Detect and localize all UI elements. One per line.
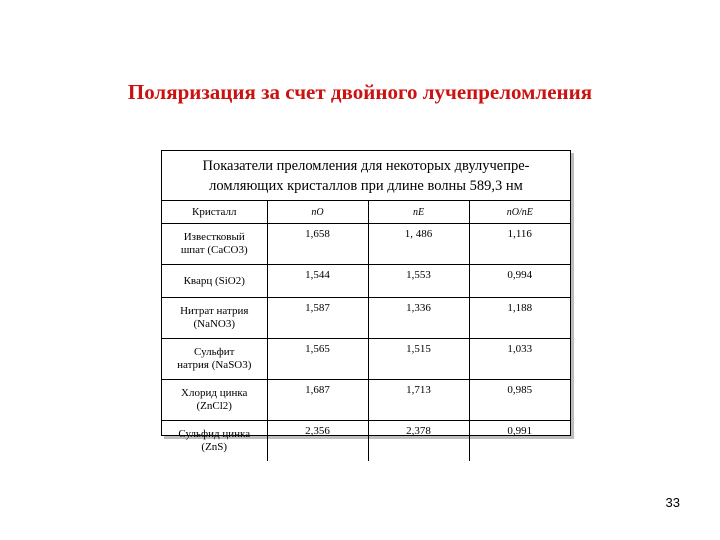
crystal-name-cell xyxy=(162,298,267,339)
ratio-cell: 0,991 xyxy=(469,421,570,462)
header-crystal: Кристалл xyxy=(162,201,267,224)
header-ratio: nO/nЕ xyxy=(469,201,570,224)
crystal-name-line: Нитрат натрия xyxy=(180,305,249,317)
n-e-cell: 1,713 xyxy=(368,380,469,421)
n-e-cell: 1,336 xyxy=(368,298,469,339)
crystal-name-cell xyxy=(162,339,267,380)
n-o-cell: 1,687 xyxy=(267,380,368,421)
ratio-cell: 1,033 xyxy=(469,339,570,380)
table-header-row xyxy=(162,201,570,224)
n-e-cell: 2,378 xyxy=(368,421,469,462)
crystal-name-line: Кварц (SiO2) xyxy=(183,274,245,287)
crystal-name-line: Сульфид цинка xyxy=(178,428,251,440)
crystal-name-line: шпат (CaCO3) xyxy=(180,244,248,256)
crystal-name-line: (ZnS) xyxy=(201,441,228,453)
table-row xyxy=(162,224,570,265)
n-o-cell: 1,658 xyxy=(267,224,368,265)
crystal-name-cell xyxy=(162,224,267,265)
n-e-cell: 1,515 xyxy=(368,339,469,380)
crystal-name-line: натрия (NaSO3) xyxy=(177,359,252,371)
n-o-cell: 1,565 xyxy=(267,339,368,380)
ratio-cell: 0,985 xyxy=(469,380,570,421)
ratio-cell: 1,188 xyxy=(469,298,570,339)
table-row xyxy=(162,265,570,298)
refractive-index-table-panel xyxy=(161,150,571,453)
header-n-o: nO xyxy=(267,201,368,224)
crystal-name-cell xyxy=(162,265,267,298)
header-n-e: nЕ xyxy=(368,201,469,224)
table-row xyxy=(162,339,570,380)
refractive-index-table xyxy=(162,201,570,461)
n-o-cell: 2,356 xyxy=(267,421,368,462)
page-number: 33 xyxy=(665,495,680,510)
n-e-cell: 1,553 xyxy=(368,265,469,298)
crystal-name-cell xyxy=(162,421,267,462)
table-row xyxy=(162,298,570,339)
table-row xyxy=(162,421,570,462)
crystal-name-line: Сульфит xyxy=(194,346,235,358)
crystal-name-line: Хлорид цинка xyxy=(181,387,248,399)
n-o-cell: 1,587 xyxy=(267,298,368,339)
table-caption xyxy=(162,151,570,201)
slide-title: Поляризация за счет двойного лучепреломления xyxy=(127,80,593,104)
caption-line-2: ломляющих кристаллов при длине волны 589,3 нм xyxy=(209,178,523,194)
n-e-cell: 1, 486 xyxy=(368,224,469,265)
crystal-name-line: Известковый xyxy=(183,231,245,243)
crystal-name-cell xyxy=(162,380,267,421)
ratio-cell: 1,116 xyxy=(469,224,570,265)
ratio-cell: 0,994 xyxy=(469,265,570,298)
crystal-name-line: (ZnCl2) xyxy=(196,400,232,412)
n-o-cell: 1,544 xyxy=(267,265,368,298)
crystal-name-line: (NaNO3) xyxy=(193,318,236,330)
table-row xyxy=(162,380,570,421)
caption-line-1: Показатели преломления для некоторых двулучепре- xyxy=(202,158,530,174)
